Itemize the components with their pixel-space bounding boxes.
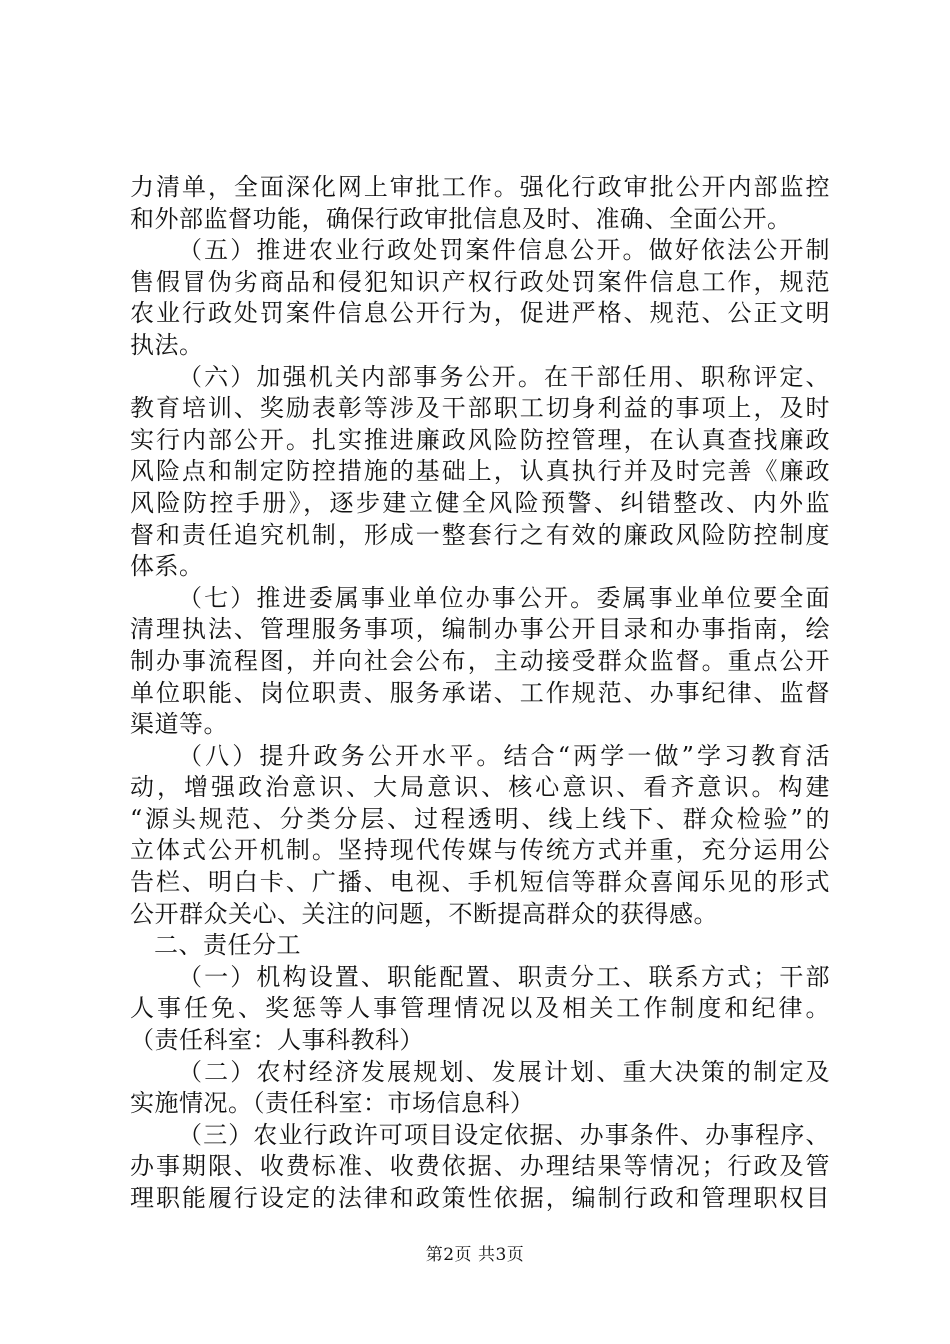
text-line: （三）农业行政许可项目设定依据、办事条件、办事程序、 xyxy=(178,1120,830,1149)
text-line: （七）推进委属事业单位办事公开。委属事业单位要全面 xyxy=(178,583,830,612)
text-line: “源头规范、分类分层、过程透明、线上线下、群众检验”的 xyxy=(130,804,830,833)
text-line: 风险点和制定防控措施的基础上，认真执行并及时完善《廉政 xyxy=(130,457,830,486)
text-line: 公开群众关心、关注的问题，不断提高群众的获得感。 xyxy=(130,899,718,928)
text-line: 力清单，全面深化网上审批工作。强化行政审批公开内部监控 xyxy=(130,173,830,201)
text-line: 制办事流程图，并向社会公布，主动接受群众监督。重点公开 xyxy=(130,646,830,675)
text-line: 督和责任追究机制，形成一整套行之有效的廉政风险防控制度 xyxy=(130,520,830,549)
text-line: 售假冒伪劣商品和侵犯知识产权行政处罚案件信息工作，规范 xyxy=(130,267,830,296)
text-line: （二）农村经济发展规划、发展计划、重大决策的制定及 xyxy=(178,1057,830,1086)
text-line: （八）提升政务公开水平。结合“两学一做”学习教育活 xyxy=(178,741,830,770)
text-line: 体系。 xyxy=(130,552,204,581)
text-line: 渠道等。 xyxy=(130,710,228,739)
text-line: 和外部监督功能，确保行政审批信息及时、准确、全面公开。 xyxy=(130,204,792,233)
text-line: 风险防控手册》，逐步建立健全风险预警、纠错整改、内外监 xyxy=(130,488,830,517)
text-line: 办事期限、收费标准、收费依据、办理结果等情况；行政及管 xyxy=(130,1152,830,1181)
text-line: 农业行政处罚案件信息公开行为，促进严格、规范、公正文明 xyxy=(130,299,830,328)
text-line: 告栏、明白卡、广播、电视、手机短信等群众喜闻乐见的形式 xyxy=(130,868,830,897)
text-line: 实施情况。（责任科室：市场信息科） xyxy=(130,1089,535,1118)
text-line: 动，增强政治意识、大局意识、核心意识、看齐意识。构建 xyxy=(130,773,830,802)
text-line: 立体式公开机制。坚持现代传媒与传统方式并重，充分运用公 xyxy=(130,836,830,865)
document-body xyxy=(130,172,830,1215)
page-footer: 第2页 共3页 xyxy=(425,1245,525,1265)
text-line: （六）加强机关内部事务公开。在干部任用、职称评定、 xyxy=(178,362,830,391)
text-line: 人事任免、奖惩等人事管理情况以及相关工作制度和纪律。 xyxy=(130,994,830,1023)
text-line: 单位职能、岗位职责、服务承诺、工作规范、办事纪律、监督 xyxy=(130,678,830,707)
section-heading: 二、责任分工 xyxy=(154,931,301,960)
text-line: 理职能履行设定的法律和政策性依据，编制行政和管理职权目 xyxy=(130,1184,830,1212)
text-line: （一）机构设置、职能配置、职责分工、联系方式；干部 xyxy=(178,962,830,991)
text-line: 教育培训、奖励表彰等涉及干部职工切身利益的事项上，及时 xyxy=(130,394,830,423)
text-line: （五）推进农业行政处罚案件信息公开。做好依法公开制 xyxy=(178,236,830,265)
text-line: 执法。 xyxy=(130,330,204,359)
text-line: 实行内部公开。扎实推进廉政风险防控管理，在认真查找廉政 xyxy=(130,425,830,454)
text-line: （责任科室：人事科教科） xyxy=(130,1026,424,1055)
text-line: 清理执法、管理服务事项，编制办事公开目录和办事指南，绘 xyxy=(130,615,830,644)
